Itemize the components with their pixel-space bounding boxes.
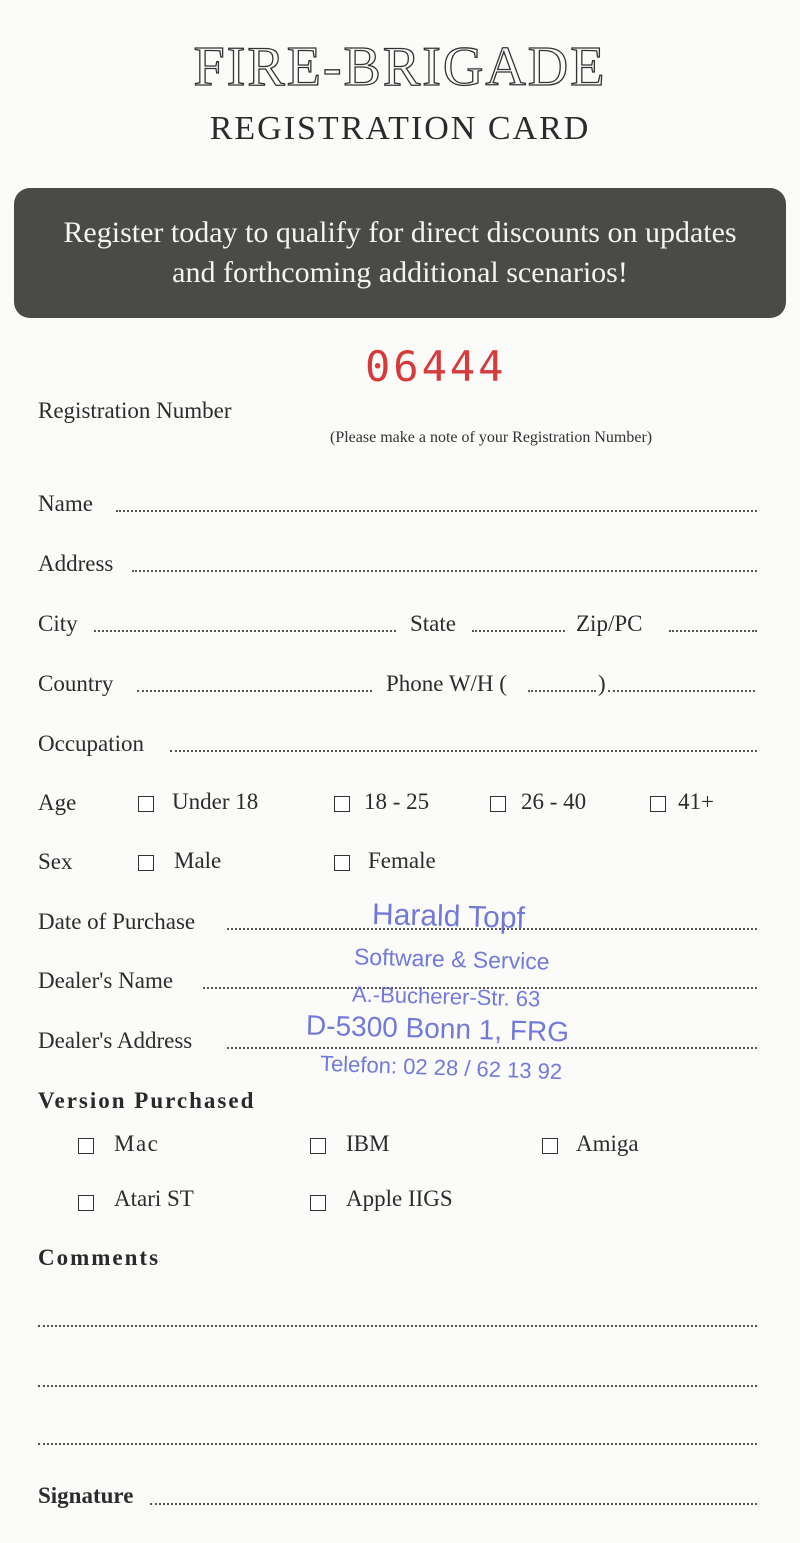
occupation-label: Occupation [38,731,145,756]
stamp-line-5: Telefon: 02 28 / 62 13 92 [319,1050,563,1085]
page-title: FIRE-BRIGADE [193,36,607,98]
sex-female-label: Female [368,848,436,873]
phone-field[interactable] [608,690,755,692]
dealers-address-label: Dealer's Address [38,1028,193,1053]
age-26-40-checkbox[interactable] [490,796,506,812]
country-label: Country [38,671,114,696]
date-of-purchase-label: Date of Purchase [38,909,196,934]
address-label: Address [38,551,114,576]
registration-number: 06444 [365,342,507,391]
signature-label: Signature [38,1483,134,1508]
signature-field[interactable] [150,1503,757,1505]
version-apple-iigs-label: Apple IIGS [346,1186,453,1211]
registration-note: (Please make a note of your Registration Number) [330,429,653,446]
version-mac-checkbox[interactable] [78,1138,94,1154]
version-amiga-checkbox[interactable] [542,1138,558,1154]
age-41-plus-label: 41+ [678,789,714,814]
stamp-line-2: Software & Service [353,943,550,975]
dealers-address-field[interactable] [227,1047,757,1049]
country-field[interactable] [137,690,372,692]
page-subtitle: REGISTRATION CARD [209,110,591,147]
comments-line-2[interactable] [38,1385,757,1387]
banner-line-1: Register today to qualify for direct discounts on updates [63,216,737,249]
city-field[interactable] [94,630,396,632]
registration-number-label: Registration Number [38,398,232,423]
address-field[interactable] [132,570,757,572]
age-label: Age [38,790,77,815]
version-mac-label: Mac [114,1131,160,1156]
comments-line-3[interactable] [38,1443,757,1445]
zip-field[interactable] [669,630,757,632]
version-purchased-heading: Version Purchased [38,1088,256,1113]
version-amiga-label: Amiga [576,1131,639,1156]
age-18-25-label: 18 - 25 [364,789,430,814]
dealers-name-label: Dealer's Name [38,968,174,993]
comments-heading: Comments [38,1245,161,1270]
version-ibm-checkbox[interactable] [310,1138,326,1154]
sex-male-label: Male [174,848,222,873]
version-atari-st-checkbox[interactable] [78,1195,94,1211]
phone-paren-close: ) [598,671,606,696]
age-under-18-checkbox[interactable] [138,796,154,812]
version-ibm-label: IBM [346,1131,390,1156]
version-apple-iigs-checkbox[interactable] [310,1195,326,1211]
occupation-field[interactable] [170,750,757,752]
sex-male-checkbox[interactable] [138,855,154,871]
name-label: Name [38,491,93,516]
state-field[interactable] [472,630,565,632]
phone-type-field[interactable] [528,690,596,692]
stamp-line-3: A.-Bucherer-Str. 63 [351,981,541,1012]
banner-line-2: and forthcoming additional scenarios! [172,256,628,289]
age-18-25-checkbox[interactable] [334,796,350,812]
city-label: City [38,611,78,636]
age-under-18-label: Under 18 [172,789,259,814]
sex-label: Sex [38,849,73,874]
version-atari-st-label: Atari ST [114,1186,194,1211]
stamp-line-4: D-5300 Bonn 1, FRG [305,1009,570,1048]
promo-banner [14,188,786,318]
state-label: State [410,611,456,636]
name-field[interactable] [116,510,757,512]
sex-female-checkbox[interactable] [334,855,350,871]
age-26-40-label: 26 - 40 [521,789,587,814]
comments-line-1[interactable] [38,1325,757,1327]
age-41-plus-checkbox[interactable] [650,796,666,812]
zip-label: Zip/PC [576,611,643,636]
stamp-line-1: Harald Topf [371,898,526,935]
phone-label: Phone W/H ( [386,671,507,696]
